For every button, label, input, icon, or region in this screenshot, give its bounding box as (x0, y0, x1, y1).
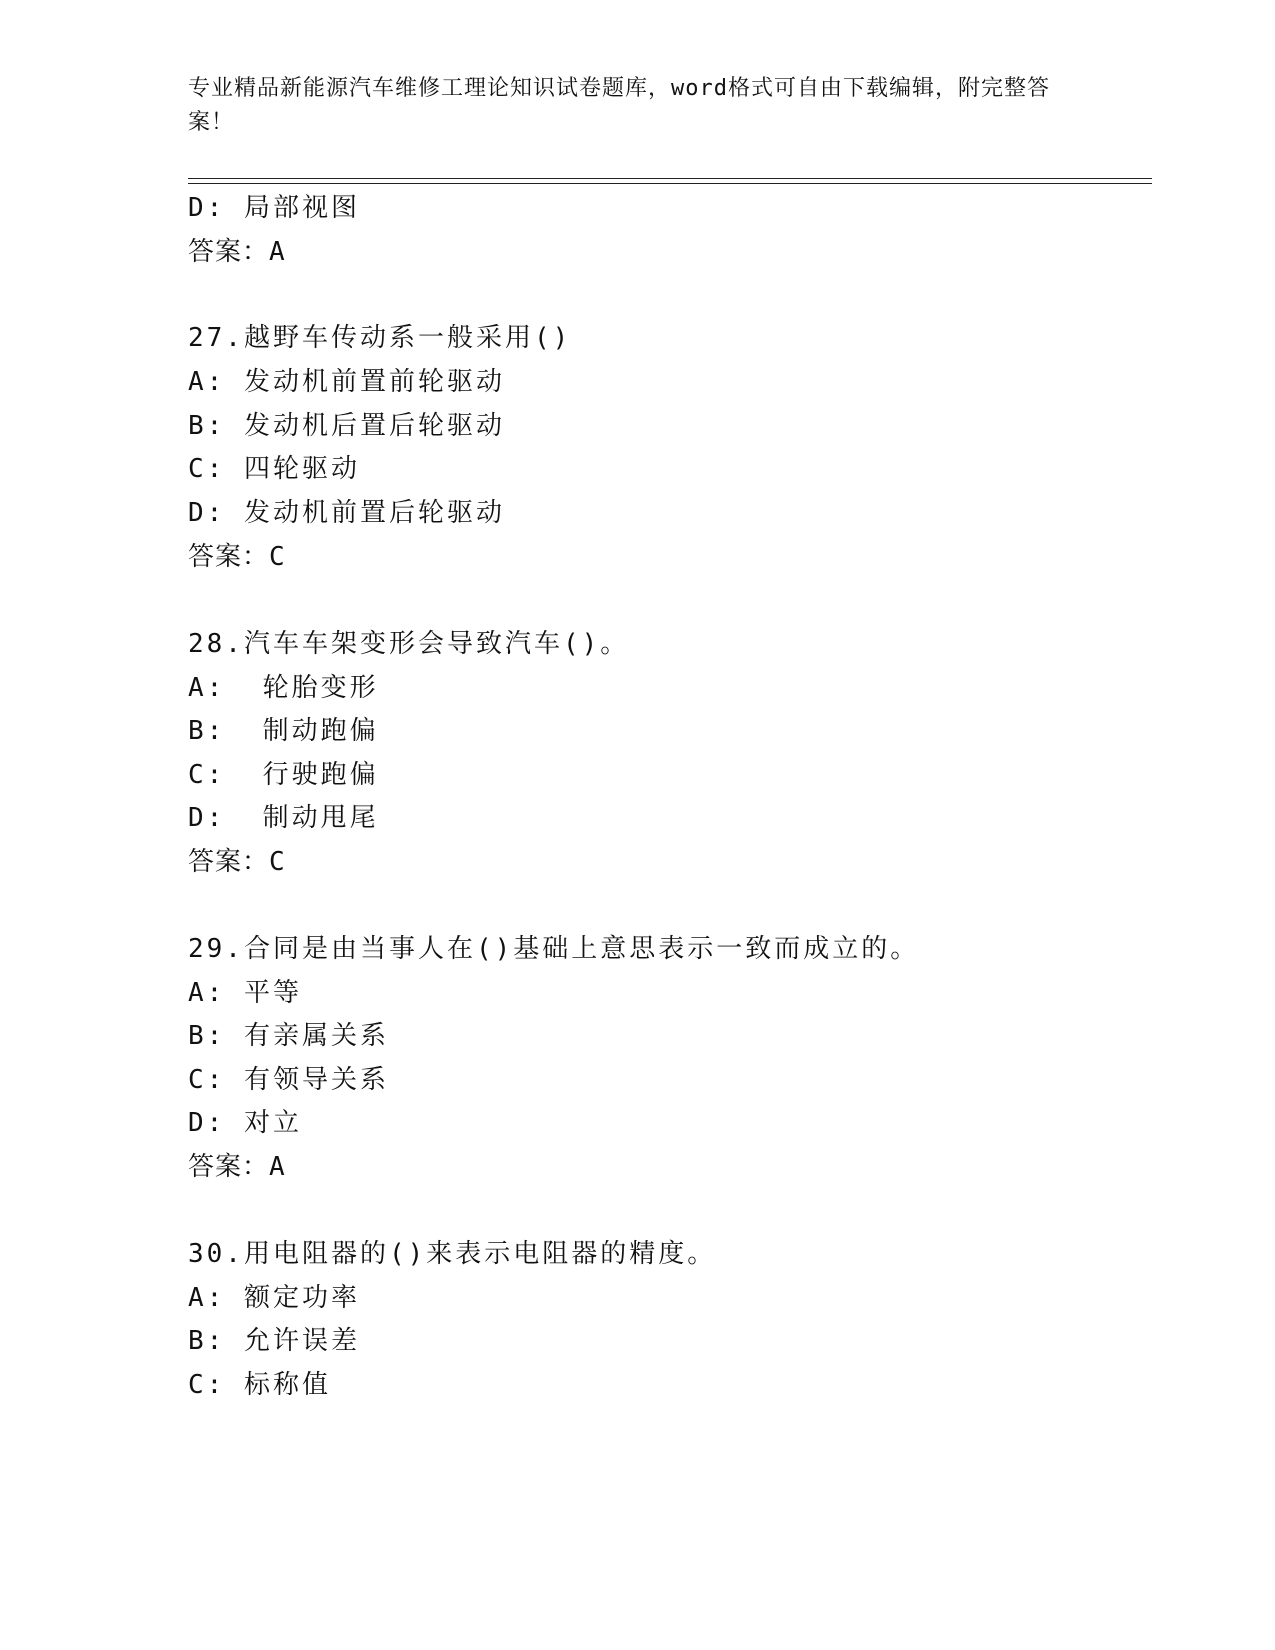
answer-value: C (269, 847, 286, 877)
answer-label: 答案： (188, 542, 270, 572)
option-b-q28: B: 制动跑偏 (188, 716, 379, 746)
answer-q29 (188, 1151, 286, 1183)
option-c-q27: C: 四轮驱动 (188, 454, 360, 484)
question-28: 28.汽车车架变形会导致汽车()。 (188, 629, 630, 659)
option-d-q27: D: 发动机前置后轮驱动 (188, 498, 505, 528)
answer-label: 答案： (188, 1152, 270, 1182)
option-c-q29: C: 有领导关系 (188, 1065, 389, 1095)
answer-q26 (188, 236, 286, 268)
option-a-q27: A: 发动机前置前轮驱动 (188, 367, 505, 397)
option-c-q30: C: 标称值 (188, 1370, 331, 1400)
header-divider-bottom (188, 183, 1152, 184)
answer-value: A (269, 1152, 286, 1182)
question-27: 27.越野车传动系一般采用() (188, 323, 572, 353)
option-d-q26: D: 局部视图 (188, 193, 360, 223)
question-29: 29.合同是由当事人在()基础上意思表示一致而成立的。 (188, 934, 920, 964)
answer-value: C (269, 542, 286, 572)
option-d-q28: D: 制动甩尾 (188, 803, 379, 833)
answer-label: 答案： (188, 237, 270, 267)
answer-q27 (188, 541, 286, 573)
answer-value: A (269, 237, 286, 267)
option-a-q28: A: 轮胎变形 (188, 673, 379, 703)
option-d-q29: D: 对立 (188, 1108, 302, 1138)
option-b-q29: B: 有亲属关系 (188, 1021, 389, 1051)
answer-label: 答案： (188, 847, 270, 877)
option-b-q30: B: 允许误差 (188, 1326, 360, 1356)
option-c-q28: C: 行驶跑偏 (188, 760, 379, 790)
question-30: 30.用电阻器的()来表示电阻器的精度。 (188, 1239, 717, 1269)
option-a-q30: A: 额定功率 (188, 1283, 360, 1313)
header-divider-top (188, 178, 1152, 179)
option-b-q27: B: 发动机后置后轮驱动 (188, 411, 505, 441)
document-header: 专业精品新能源汽车维修工理论知识试卷题库，word格式可自由下载编辑，附完整答案！ (188, 76, 1050, 135)
answer-q28 (188, 846, 286, 878)
option-a-q29: A: 平等 (188, 978, 302, 1008)
